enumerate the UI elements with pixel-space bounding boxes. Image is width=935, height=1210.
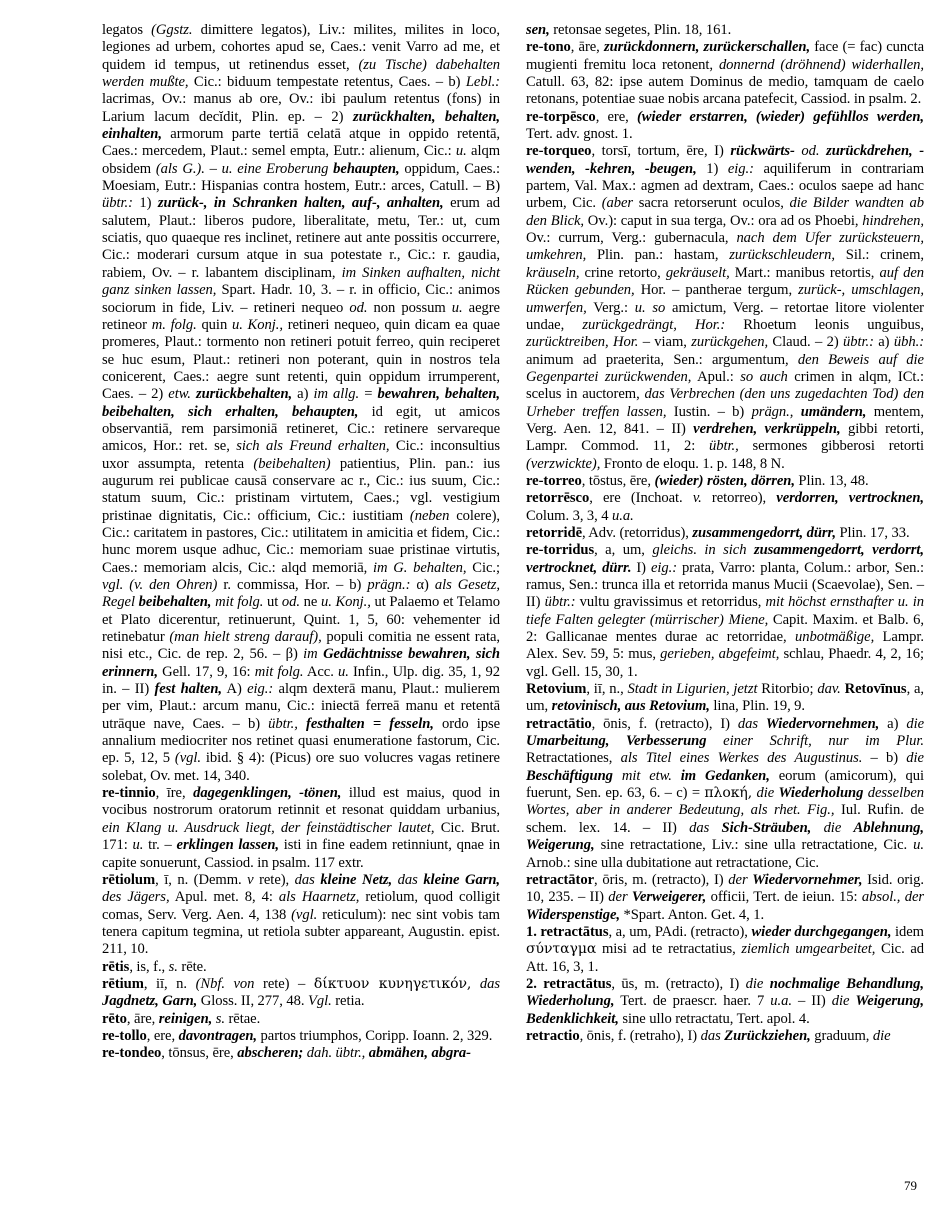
dictionary-entry: retractātor, ōris, m. (retracto), I) der Wiedervornehmer, Isid. orig. 10, 235. – II) der Verweigerer, officii, Tert. de ieiun. 15: absol., der Widerspenstige, *Spart. Anton. Get. 4, 1. [526,871,925,923]
dictionary-entry: re-tondeo, tōnsus, ēre, abscheren; dah. übtr., abmähen, abgra- [102,1045,471,1062]
dictionary-entry: retorrēsco, ere (Inchoat. v. retorreo), verdorren, vertrocknen, Colum. 3, 3, 4 u.a. [526,490,924,524]
dictionary-entry: legatos (Ggstz. dimittere legatos), Liv.: milites, milites in loco, legiones ad urbem, cohortes apud se, Caes.: venit Varro ad me, et quidem id tempus, ut retinendus esset, (zu Tische) dabehalten werden mußte, Cic.: biduum tempestate retentus, Caes. – b) Lebl.: lacrimas, Ov.: manus ab ore, Ov.: ibi paulum retentus (fons) in Larium lacum decĭdit, Plin. ep. – 2) zurückhalten, behalten, einhalten, armorum parte tertiā celatā atque in oppido retentā, Caes.: mercedem, Plaut.: semel empta, Eutr.: alienum, Cic.: u. alqm obsidem (als G.). – u. eine Eroberung behaupten, oppidum, Caes.: Moesiam, Eutr.: Hispanias contra hostem, Eutr.: arces, Catull. – B) übtr.: 1) zurück-, in Schranken halten, auf-, anhalten, erum ad salutem, Plaut.: liberos pudore, liberalitate, metu, Ter.: ut, cum sciatis, quo quaeque res inclinet, retinere aut ante possitis occurrere, Cic.: moderari cursum atque in sua potestate r., Cic.: r. gaudia, rabiem, Ov. – r. labantem disciplinam, im Sinken aufhalten, nicht ganz sinken lassen, Spart. Hadr. 10, 3. – r. in officio, Cic.: animos sociorum in fide, Liv. – retineri nequeo od. non possum u. aegre retineor m. folg. quin u. Konj., retineri nequeo, quin dicam ea quae promeres, Plaut.: tormento non retineri potuit ferreo, quin reciperet se huc esum, Plaut.: retineri non poterant, quin in nostros tela conicerent, Caes.: aegre sunt retenti, quin oppidum irrumperent, Caes. – 2) etw. zurückbehalten, a) im allg. = bewahren, behalten, beibehalten, sich erhalten, behaupten, id egit, ut amicos observantiā, rem parsimoniā retineret, Cic.: retinere servareque amicos, Hor.: ret. se, sich als Freund erhalten, Cic.: inconsultius uxor assumpta, retenta (beibehalten) patientius, Plin. pan.: ius augurum rei publicae causā conservare ac r., Cic.: ius suum, Cic.: statum suum, Cic.: pristinam virtutem, Caes.; vgl. vestigium pristinae dignitatis, Cic.: officium, Cic.: iustitiam (neben colere), Cic.: caritatem in pastores, Cic.: utilitatem in amicitia et fidem, Cic.: hunc morem usque adhuc, Cic.: memoriam suae pristinae virtutis, Caes.: memoriam alcis, Cic.: alqd memoriā, im G. behalten, Cic.; vgl. (v. den Ohren) r. commissa, Hor. – b) prägn.: α) als Gesetz, Regel beibehalten, mit folg. ut od. ne u. Konj., ut Palaemo et Telamo et Plato dicerentur, retinuerunt, Quint. 1, 5, 60: vehementer id retinebatur (man hielt streng darauf), populi comitia ne essent rata, nisi etc., Cic. de rep. 2, 56. – β) im Gedächtnisse bewahren, sich erinnern, Gell. 17, 9, 16: mit folg. Acc. u. Infin., Ulp. dig. 35, 1, 92 in. – II) fest halten, A) eig.: alqm dexterā manu, Plaut.: mulierem per vim, Plaut.: arcum manu, Cic.: iniectā ferreā manu et retentā utrāque nave, Caes. – b) übtr., festhalten = fesseln, ordo ipse annalium mediocriter nos retinet quasi enumeratione fastorum, Cic. ep. 5, 12, 5 (vgl. ibid. § 4): (Picus) ore suo volucres vagas retinere solebat, Ov. met. 14, 340. [102,22,501,784]
dictionary-entry: retractio, ōnis, f. (retraho), I) das Zurückziehen, graduum, die [526,1027,891,1044]
two-column-layout [18,22,925,1063]
left-column [102,22,500,1063]
dictionary-entry: rētis, is, f., s. rēte. [102,958,207,975]
dictionary-entry: re-torqueo, torsī, tortum, ēre, I) rückwärts- od. zurückdrehen, -wenden, -kehren, -beugen, 1) eig.: aquiliferum in contrariam partem, Val. Max.: agmen ad dextram, Caes.: oculos saepe ad hanc urbem, Cic. (aber sacra retorserunt oculos, die Bilder wandten ab den Blick, Ov.): caput in sua terga, Ov.: ora ad os Phoebi, hindrehen, Ov.: currum, Verg.: gubernacula, nach dem Ufer zurücksteuern, umkehren, Plin. pan.: hastam, zurückschleudern, Sil.: crinem, kräuseln, crine retorto, gekräuselt, Mart.: manibus retortis, auf den Rücken gebunden, Hor. – pantherae tergum, zurück-, umschlagen, umwerfen, Verg.: u. so amictum, Verg. – retortae litore violenter undae, zurückgedrängt, Hor.: Rhoetum leonis unguibus, zurücktreiben, Hor. – viam, zurückgehen, Claud. – 2) übtr.: a) übh.: animum ad praeterita, Sen.: argumentum, den Beweis auf die Gegenpartei zurückwenden, Apul.: so auch crimen in alqm, ICt.: scelus in auctorem, das Verbrechen (den uns zugedachten Tod) den Urheber treffen lassen, Iustin. – b) prägn., umändern, mentem, Verg. Aen. 12, 841. – II) verdrehen, verkrüppeln, gibbi retorti, Lampr. Commod. 11, 2: übtr., sermones gibberosi retorti (verzwickte), Fronto de eloqu. 1. p. 148, 8 N. [526,143,925,472]
dictionary-entry: sen, retonsae segetes, Plin. 18, 161. [526,22,732,38]
dictionary-entry: retorridē, Adv. (retorridus), zusammengedorrt, dürr, Plin. 17, 33. [526,524,910,541]
dictionary-entry: retractātio, ōnis, f. (retracto), I) das Wiedervornehmen, a) die Umarbeitung, Verbesserung einer Schrift, nur im Plur. Retractationes, als Titel eines Werkes des Augustinus. – b) die Beschäftigung mit etw. im Gedanken, eorum (amicorum), qui fuerunt, Sen. ep. 63, 6. – c) = πλοκή, die Wiederholung desselben Wortes, aber in anderer Bedeutung, als rhet. Fig., Iul. Rufin. de schem. lex. 14. – II) das Sich-Sträuben, die Ablehnung, Weigerung, sine retractatione, Liv.: sine ulla retractatione, Cic. u. Arnob.: sine ulla dubitatione aut retractatione, Cic. [526,715,925,871]
dictionary-entry: rētium, iī, n. (Nbf. von rete) – δίκτυον κυνηγετικόν, das Jagdnetz, Garn, Gloss. II, 277, 48. Vgl. retia. [102,975,501,1010]
dictionary-entry: re-torreo, tōstus, ēre, (wieder) rösten, dörren, Plin. 13, 48. [526,472,869,489]
dictionary-entry: re-tinnio, īre, dagegenklingen, -tönen, illud est maius, quod in vocibus nostrorum oratorum retinnit et resonat quiddam urbanius, ein Klang u. Ausdruck liegt, der feinstädtischer lautet, Cic. Brut. 171: u. tr. – erklingen lassen, isti in fine eadem retinniunt, qnae in capite sonuerunt, Cassiod. in psalm. 117 extr. [102,785,501,871]
dictionary-entry: 1. retractātus, a, um, PAdi. (retracto), wieder durchgegangen, idem σύνταγμα misi ad te retractatius, ziemlich umgearbeitet, Cic. ad Att. 16, 3, 1. [526,923,924,975]
dictionary-entry: re-torpēsco, ere, (wieder erstarren, (wieder) gefühllos werden, Tert. adv. gnost. 1. [526,108,924,143]
dictionary-entry: re-torridus, a, um, gleichs. in sich zusammengedorrt, verdorrt, vertrocknet, dürr. I) eig.: prata, Varro: planta, Colum.: arbor, Sen.: ramus, Sen.: trunca illa et retorrida manus Mucii (Scaevolae), Sen. – II) übtr.: vultu gravissimus et retorridus, mit höchst ernsthafter u. in tiefe Falten gelegter (mürrischer) Miene, Capit. Maxim. et Balb. 6, 2: Gallicanae mentes durae ac retorridae, unbotmäßige, Lampr. Alex. Sev. 59, 5: mus, gerieben, abgefeimt, schlau, Phaedr. 4, 2, 16; vgl. Gell. 15, 30, 1. [526,542,924,680]
dictionary-entry: re-tono, āre, zurückdonnern, zurückerschallen, face (= fac) cuncta mugienti fremitu loca retonent, donnernd (dröhnend) widerhallen, Catull. 63, 82: ipse autem Dominus de medio, tamquam de caelo retonans, potentiae suae nobis arcana patefecit, Cassiod. in psalm. 2. [526,39,924,108]
dictionary-entry: rētiolum, ī, n. (Demm. v rete), das kleine Netz, das kleine Garn, des Jägers, Apul. met. 8, 4: als Haarnetz, retiolum, quod colligit comas, Serv. Verg. Aen. 4, 138 (vgl. reticulum): nec sint vobis tam tenera capitum tegmina, ut retiola subter appareant, Augustin. epist. 211, 10. [102,871,501,958]
dictionary-entry: Retovium, iī, n., Stadt in Ligurien, jetzt Ritorbio; dav. Retovīnus, a, um, retovinisch, aus Retovium, lina, Plin. 19, 9. [526,681,925,715]
page-number: 79 [904,1178,917,1193]
dictionary-entry: 2. retractātus, ūs, m. (retracto), I) die nochmalige Behandlung, Wiederholung, Tert. de praescr. haer. 7 u.a. – II) die Weigerung, Bedenklichkeit, sine ullo retractatu, Tert. apol. 4. [526,975,925,1027]
dictionary-entry: re-tollo, ere, davontragen, partos triumphos, Coripp. Ioann. 2, 329. [102,1027,493,1044]
dictionary-entry: rēto, āre, reinigen, s. rētae. [102,1010,261,1027]
right-column [526,22,924,1045]
